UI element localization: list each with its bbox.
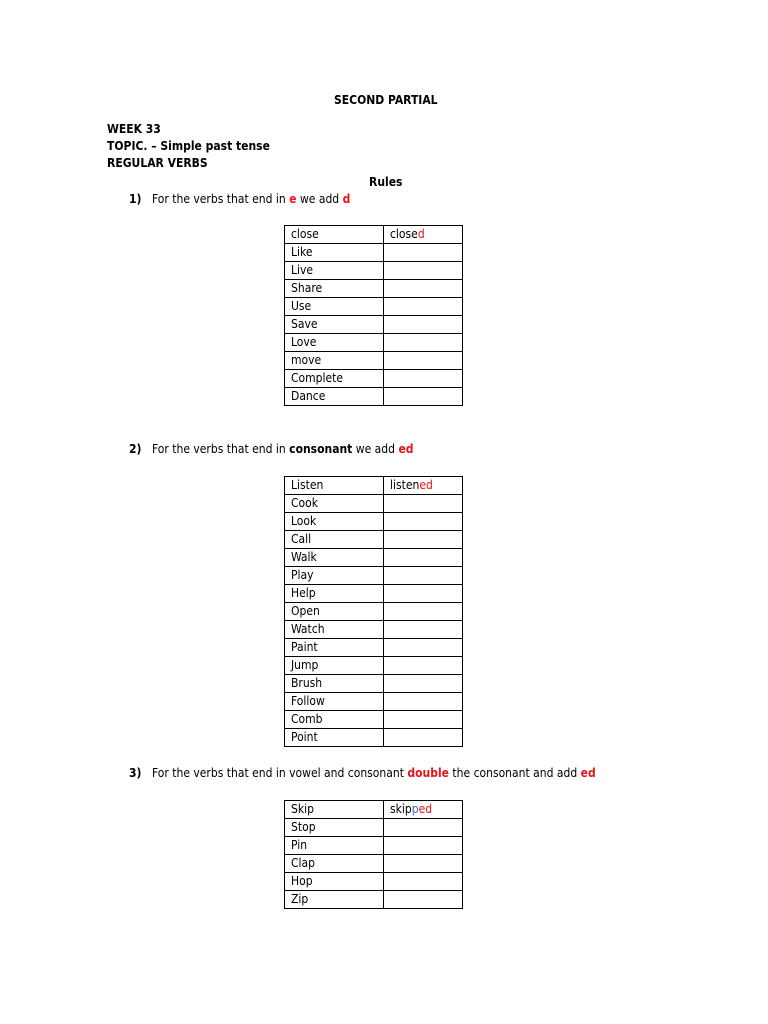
past-stem: close [390,227,418,241]
past-verb-cell[interactable] [384,693,463,711]
table-row [285,603,463,621]
rule-3-text-b: the consonant and add [452,766,578,780]
table-row [285,513,463,531]
base-verb-cell: Brush [285,675,384,693]
base-verb-cell: Open [285,603,384,621]
past-verb-cell[interactable] [384,855,463,873]
past-verb-cell[interactable] [384,657,463,675]
past-verb-cell[interactable] [384,549,463,567]
base-verb-cell: Cook [285,495,384,513]
past-verb-cell[interactable] [384,567,463,585]
past-verb-cell[interactable] [384,477,463,495]
base-verb-cell: Watch [285,621,384,639]
table-row [285,837,463,855]
base-verb-cell: Live [285,262,384,280]
base-verb-cell: Jump [285,657,384,675]
table-row [285,352,463,370]
base-verb-cell: Help [285,585,384,603]
base-verb-cell: Clap [285,855,384,873]
past-verb-cell[interactable] [384,711,463,729]
rule-2-text-a: For the verbs that end in [152,442,286,456]
table-row [285,693,463,711]
week-label: WEEK 33 [107,122,161,136]
past-verb-cell[interactable] [384,531,463,549]
base-verb-cell: Point [285,729,384,747]
base-verb-cell: Hop [285,873,384,891]
past-verb-cell[interactable] [384,621,463,639]
topic-label: TOPIC. – Simple past tense [107,139,270,153]
table-row [285,675,463,693]
rule-1-number: 1) [129,192,142,206]
rule-3-highlight-suffix: ed [580,766,596,780]
base-verb-cell: Pin [285,837,384,855]
base-verb-cell: Zip [285,891,384,909]
past-verb-cell[interactable] [384,873,463,891]
table-row [285,531,463,549]
table-row [285,316,463,334]
table-row [285,729,463,747]
table-row [285,549,463,567]
table-row [285,298,463,316]
table-row [285,711,463,729]
past-verb-cell[interactable] [384,334,463,352]
past-verb-cell[interactable] [384,388,463,406]
past-verb-cell[interactable] [384,891,463,909]
rule-1-highlight-ending: e [289,192,297,206]
rule-2-text [152,442,414,456]
table-row [285,819,463,837]
past-verb-cell[interactable] [384,244,463,262]
rule-3-text-a: For the verbs that end in vowel and consonant [152,766,404,780]
table-row [285,495,463,513]
past-verb-cell[interactable] [384,801,463,819]
rule-3-verb-table [284,800,463,909]
past-verb-cell[interactable] [384,226,463,244]
past-verb-cell[interactable] [384,370,463,388]
table-row [285,855,463,873]
base-verb-cell: Play [285,567,384,585]
table-row [285,280,463,298]
past-verb-cell[interactable] [384,639,463,657]
rule-1-text-b: we add [299,192,340,206]
past-verb-cell[interactable] [384,262,463,280]
base-verb-cell: Walk [285,549,384,567]
rule-3-highlight-double: double [407,766,449,780]
past-verb-cell[interactable] [384,513,463,531]
rule-1-highlight-suffix: d [342,192,351,206]
table-row [285,585,463,603]
rule-2-text-b: we add [355,442,396,456]
rule-2-highlight-suffix: ed [398,442,414,456]
base-verb-cell: Call [285,531,384,549]
table-row [285,244,463,262]
base-verb-cell: Follow [285,693,384,711]
rule-2-verb-table [284,476,463,747]
subtopic-label: REGULAR VERBS [107,156,208,170]
table-row [285,334,463,352]
table-row [285,477,463,495]
page-title: SECOND PARTIAL [334,93,438,107]
past-doubled-consonant: p [411,802,419,816]
table-row [285,801,463,819]
past-verb-cell[interactable] [384,316,463,334]
base-verb-cell: Listen [285,477,384,495]
past-verb-cell[interactable] [384,352,463,370]
base-verb-cell: Like [285,244,384,262]
base-verb-cell: Dance [285,388,384,406]
rule-3-number: 3) [129,766,142,780]
past-verb-cell[interactable] [384,280,463,298]
base-verb-cell: Paint [285,639,384,657]
past-verb-cell[interactable] [384,585,463,603]
table-row [285,388,463,406]
base-verb-cell: Look [285,513,384,531]
table-row [285,621,463,639]
table-row [285,657,463,675]
past-verb-cell[interactable] [384,819,463,837]
past-suffix: d [417,227,425,241]
past-verb-cell[interactable] [384,675,463,693]
past-verb-cell[interactable] [384,495,463,513]
table-row [285,226,463,244]
past-verb-cell[interactable] [384,298,463,316]
past-verb-cell[interactable] [384,729,463,747]
base-verb-cell: Skip [285,801,384,819]
base-verb-cell: Stop [285,819,384,837]
rules-heading: Rules [369,175,403,189]
base-verb-cell: Use [285,298,384,316]
rule-1-verb-table [284,225,463,406]
table-row [285,370,463,388]
rule-2-highlight-ending: consonant [289,442,353,456]
past-verb-cell[interactable] [384,603,463,621]
table-row [285,891,463,909]
table-row [285,639,463,657]
past-suffix: ed [419,478,433,492]
base-verb-cell: Love [285,334,384,352]
base-verb-cell: Complete [285,370,384,388]
table-row [285,567,463,585]
base-verb-cell: Save [285,316,384,334]
table-row [285,873,463,891]
rule-1-text-a: For the verbs that end in [152,192,286,206]
past-suffix: ed [418,802,433,816]
rule-2-number: 2) [129,442,142,456]
base-verb-cell: move [285,352,384,370]
table-row [285,262,463,280]
past-verb-cell[interactable] [384,837,463,855]
past-stem: skip [390,802,412,816]
base-verb-cell: Comb [285,711,384,729]
base-verb-cell: close [285,226,384,244]
past-stem: listen [390,478,420,492]
rule-1-text [152,192,350,206]
base-verb-cell: Share [285,280,384,298]
rule-3-text [152,766,596,780]
